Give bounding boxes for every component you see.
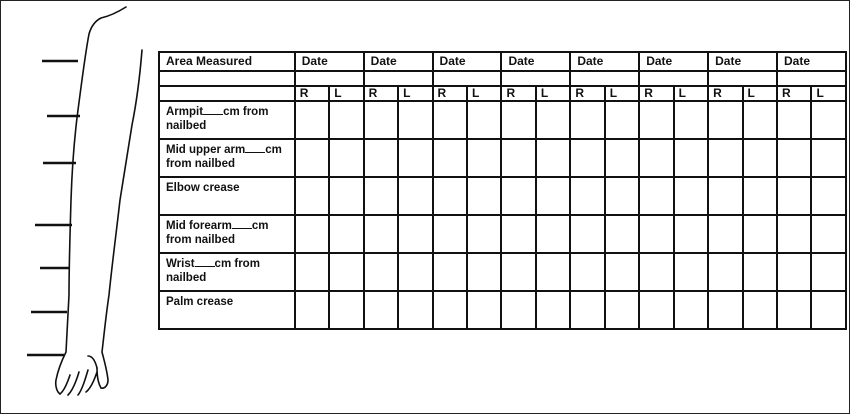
measurement-cell[interactable] <box>570 177 604 215</box>
date-entry-cell-3[interactable] <box>433 71 502 86</box>
date-header-3 <box>433 52 502 71</box>
measurement-cell[interactable] <box>570 253 604 291</box>
left-label: L <box>334 86 342 100</box>
area-label-suffix: nailbed <box>166 120 207 132</box>
left-side-header <box>536 86 570 101</box>
measurement-cell[interactable] <box>364 215 398 253</box>
right-label: R <box>368 86 378 100</box>
measurement-cell[interactable] <box>639 215 673 253</box>
measurement-cell[interactable] <box>329 253 363 291</box>
area-label-cell <box>159 101 295 139</box>
measurement-cell[interactable] <box>467 177 501 215</box>
left-label: L <box>403 86 411 100</box>
date-label: Date <box>784 54 811 68</box>
measurement-cell[interactable] <box>674 253 708 291</box>
measurement-cell[interactable] <box>743 291 777 329</box>
measurement-cell[interactable] <box>467 215 501 253</box>
area-label-text: Mid forearm <box>166 220 232 232</box>
date-entry-cell-1[interactable] <box>295 71 364 86</box>
measurement-cell[interactable] <box>708 177 742 215</box>
right-side-header <box>364 86 398 101</box>
left-label: L <box>609 86 618 100</box>
measurement-row <box>159 215 846 253</box>
left-label: L <box>816 86 824 100</box>
date-header-5 <box>570 52 639 71</box>
measurement-cell[interactable] <box>674 215 708 253</box>
measurement-cell[interactable] <box>708 253 742 291</box>
measurement-row <box>159 139 846 177</box>
measurement-cell[interactable] <box>743 177 777 215</box>
date-entry-cell-6[interactable] <box>639 71 708 86</box>
area-label-cell <box>159 291 295 329</box>
measurement-cell[interactable] <box>467 291 501 329</box>
measurement-cell[interactable] <box>570 139 604 177</box>
left-side-header <box>743 86 777 101</box>
measurement-cell[interactable] <box>295 291 329 329</box>
date-label: Date <box>301 54 328 68</box>
measurement-row <box>159 177 846 215</box>
measurement-cell[interactable] <box>433 215 467 253</box>
date-entry-cell-2[interactable] <box>364 71 433 86</box>
measurement-cell[interactable] <box>570 101 604 139</box>
right-side-header <box>777 86 811 101</box>
measurement-cell[interactable] <box>295 215 329 253</box>
area-label <box>160 102 294 133</box>
measurement-cell[interactable] <box>536 253 570 291</box>
measurement-cell[interactable] <box>398 177 432 215</box>
area-measured-label: Area Measured <box>166 54 253 68</box>
measurement-cell[interactable] <box>536 215 570 253</box>
measurement-cell[interactable] <box>433 101 467 139</box>
measurement-row <box>159 291 846 329</box>
measurement-cell[interactable] <box>743 139 777 177</box>
measurement-cell[interactable] <box>639 253 673 291</box>
left-label: L <box>678 86 686 100</box>
right-label: R <box>299 86 309 100</box>
measurement-cell[interactable] <box>501 253 535 291</box>
date-header-8 <box>777 52 846 71</box>
area-label-unit: cm <box>251 220 269 232</box>
date-header-7 <box>708 52 777 71</box>
measurement-cell[interactable] <box>501 139 535 177</box>
measurement-cell[interactable] <box>605 101 639 139</box>
area-label <box>160 178 294 195</box>
measurement-cell[interactable] <box>329 177 363 215</box>
measurement-cell[interactable] <box>364 101 398 139</box>
measurement-cell[interactable] <box>777 101 811 139</box>
measurement-cell[interactable] <box>433 139 467 177</box>
fill-in-blank[interactable] <box>232 219 252 229</box>
measurement-cell[interactable] <box>639 291 673 329</box>
area-label-cell <box>159 215 295 253</box>
measurement-cell[interactable] <box>364 177 398 215</box>
measurement-cell[interactable] <box>811 253 846 291</box>
area-label-text: Wrist <box>166 258 195 270</box>
right-label: R <box>713 86 722 100</box>
right-label: R <box>437 86 447 100</box>
left-side-header <box>398 86 432 101</box>
area-label <box>160 216 294 247</box>
right-side-header <box>639 86 673 101</box>
measurement-cell[interactable] <box>329 139 363 177</box>
measurement-cell[interactable] <box>743 101 777 139</box>
measurement-row <box>159 253 846 291</box>
area-label-unit: cm from <box>214 258 260 270</box>
date-label: Date <box>577 54 604 68</box>
measurement-cell[interactable] <box>329 291 363 329</box>
area-measured-header <box>159 52 295 71</box>
area-label-cell <box>159 139 295 177</box>
date-header-6 <box>639 52 708 71</box>
right-label: R <box>644 86 653 100</box>
date-entry-cell-4[interactable] <box>501 71 570 86</box>
area-label-text: Mid upper arm <box>166 144 246 156</box>
measurement-cell[interactable] <box>743 215 777 253</box>
area-label <box>160 254 294 285</box>
side-row <box>159 86 846 101</box>
left-side-header <box>811 86 846 101</box>
measurement-cell[interactable] <box>398 215 432 253</box>
area-label-suffix: nailbed <box>166 272 207 284</box>
measurement-cell[interactable] <box>605 291 639 329</box>
measurement-cell[interactable] <box>570 215 604 253</box>
measurement-cell[interactable] <box>811 177 846 215</box>
right-side-header <box>433 86 467 101</box>
measurement-cell[interactable] <box>708 291 742 329</box>
measurement-cell[interactable] <box>605 177 639 215</box>
left-label: L <box>747 86 755 100</box>
measurement-cell[interactable] <box>777 177 811 215</box>
measurement-cell[interactable] <box>295 139 329 177</box>
measurement-cell[interactable] <box>536 177 570 215</box>
left-side-header <box>329 86 363 101</box>
fill-in-blank[interactable] <box>245 143 265 153</box>
measurement-cell[interactable] <box>811 291 846 329</box>
measurement-cell[interactable] <box>398 139 432 177</box>
right-side-header <box>708 86 742 101</box>
blank-cell <box>159 86 295 101</box>
right-side-header <box>295 86 329 101</box>
measurement-cell[interactable] <box>536 291 570 329</box>
date-entry-row <box>159 71 846 86</box>
area-label-text: Armpit <box>166 106 204 118</box>
area-label-unit: cm from <box>223 106 269 118</box>
measurement-cell[interactable] <box>708 215 742 253</box>
date-entry-cell-5[interactable] <box>570 71 639 86</box>
measurement-cell[interactable] <box>708 101 742 139</box>
measurement-cell[interactable] <box>501 291 535 329</box>
measurement-cell[interactable] <box>536 101 570 139</box>
measurement-cell[interactable] <box>708 139 742 177</box>
measurement-cell[interactable] <box>364 291 398 329</box>
area-label-unit: cm <box>265 144 282 156</box>
right-side-header <box>501 86 535 101</box>
right-label: R <box>506 86 516 100</box>
measurement-cell[interactable] <box>811 101 846 139</box>
measurement-cell[interactable] <box>639 177 673 215</box>
date-header-4 <box>501 52 570 71</box>
measurement-cell[interactable] <box>605 139 639 177</box>
fill-in-blank[interactable] <box>203 105 223 115</box>
measurement-cell[interactable] <box>398 253 432 291</box>
measurement-cell[interactable] <box>295 177 329 215</box>
area-label-cell <box>159 253 295 291</box>
measurement-cell[interactable] <box>329 215 363 253</box>
right-side-header <box>570 86 604 101</box>
date-label: Date <box>508 54 535 68</box>
measurement-cell[interactable] <box>777 291 811 329</box>
right-label: R <box>575 86 584 100</box>
date-label: Date <box>439 54 466 68</box>
left-label: L <box>540 86 549 100</box>
arm-outline-icon <box>0 0 160 414</box>
measurement-cell[interactable] <box>605 253 639 291</box>
measurement-cell[interactable] <box>501 215 535 253</box>
measurement-cell[interactable] <box>743 253 777 291</box>
measurement-table <box>158 51 847 330</box>
left-side-header <box>674 86 708 101</box>
measurement-cell[interactable] <box>467 101 501 139</box>
area-label-text: Palm crease <box>166 296 234 308</box>
area-label-suffix: from nailbed <box>166 158 236 170</box>
measurement-cell[interactable] <box>467 253 501 291</box>
measurement-cell[interactable] <box>777 215 811 253</box>
area-label <box>160 140 294 171</box>
measurement-cell[interactable] <box>605 215 639 253</box>
date-label: Date <box>715 54 742 68</box>
area-label-suffix: from nailbed <box>166 234 236 246</box>
measurement-cell[interactable] <box>674 139 708 177</box>
measurement-cell[interactable] <box>777 139 811 177</box>
date-label: Date <box>646 54 673 68</box>
measurement-cell[interactable] <box>433 253 467 291</box>
header-row <box>159 52 846 71</box>
area-label <box>160 292 294 309</box>
measurement-cell[interactable] <box>536 139 570 177</box>
measurement-cell[interactable] <box>398 101 432 139</box>
measurement-cell[interactable] <box>329 101 363 139</box>
measurement-cell[interactable] <box>501 101 535 139</box>
measurement-cell[interactable] <box>811 215 846 253</box>
measurement-cell[interactable] <box>777 253 811 291</box>
measurement-cell[interactable] <box>639 101 673 139</box>
measurement-cell[interactable] <box>398 291 432 329</box>
measurement-cell[interactable] <box>364 139 398 177</box>
measurement-cell[interactable] <box>639 139 673 177</box>
measurement-cell[interactable] <box>467 139 501 177</box>
date-label: Date <box>370 54 397 68</box>
measurement-cell[interactable] <box>364 253 398 291</box>
measurement-cell[interactable] <box>295 253 329 291</box>
date-header-1 <box>295 52 364 71</box>
measurement-cell[interactable] <box>811 139 846 177</box>
measurement-row <box>159 101 846 139</box>
left-label: L <box>471 86 480 100</box>
right-label: R <box>782 86 791 100</box>
measurement-cell[interactable] <box>501 177 535 215</box>
measurement-cell[interactable] <box>674 291 708 329</box>
measurement-cell[interactable] <box>570 291 604 329</box>
measurement-cell[interactable] <box>674 177 708 215</box>
blank-cell <box>159 71 295 86</box>
fill-in-blank[interactable] <box>195 257 215 267</box>
left-side-header <box>467 86 501 101</box>
area-label-cell <box>159 177 295 215</box>
measurement-cell[interactable] <box>433 291 467 329</box>
left-side-header <box>605 86 639 101</box>
measurement-cell[interactable] <box>295 101 329 139</box>
area-label-text: Elbow crease <box>166 182 240 194</box>
date-entry-cell-7[interactable] <box>708 71 777 86</box>
measurement-cell[interactable] <box>433 177 467 215</box>
measurement-cell[interactable] <box>674 101 708 139</box>
date-header-2 <box>364 52 433 71</box>
date-entry-cell-8[interactable] <box>777 71 846 86</box>
